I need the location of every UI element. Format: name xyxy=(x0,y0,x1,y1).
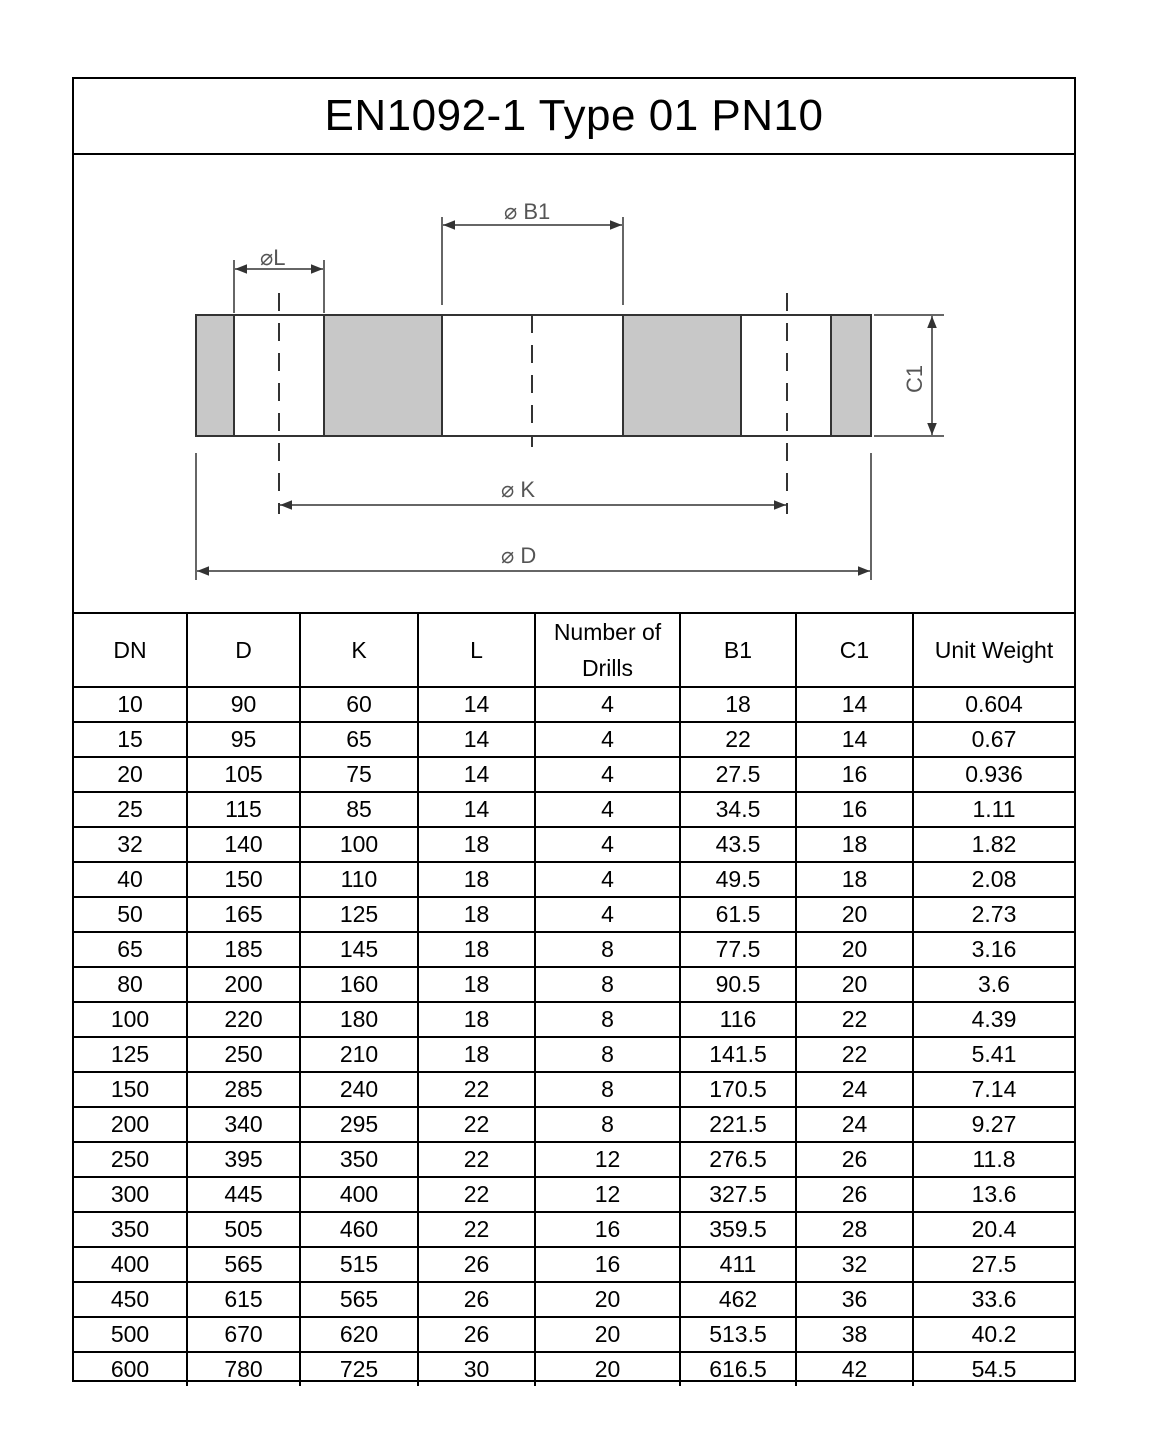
cell-c1: 14 xyxy=(796,687,913,722)
table-row xyxy=(74,932,1074,967)
cell-k: 125 xyxy=(300,897,418,932)
label-k: ⌀ K xyxy=(501,477,536,502)
cell-d: 150 xyxy=(187,862,300,897)
cell-dn: 250 xyxy=(74,1142,187,1177)
flange-section-right-inner xyxy=(623,315,741,436)
header-c1: C1 xyxy=(796,614,913,687)
flange-section-left-inner xyxy=(324,315,442,436)
cell-dn: 500 xyxy=(74,1317,187,1352)
cell-dn: 350 xyxy=(74,1212,187,1247)
header-dn: DN xyxy=(74,614,187,687)
table-row xyxy=(74,1072,1074,1107)
cell-k: 460 xyxy=(300,1212,418,1247)
cell-c1: 16 xyxy=(796,792,913,827)
cell-d: 340 xyxy=(187,1107,300,1142)
cell-unit-weight: 54.5 xyxy=(913,1352,1074,1386)
cell-d: 670 xyxy=(187,1317,300,1352)
table-row xyxy=(74,792,1074,827)
table-row xyxy=(74,1247,1074,1282)
cell-l: 14 xyxy=(418,757,535,792)
cell-dn: 150 xyxy=(74,1072,187,1107)
cell-k: 295 xyxy=(300,1107,418,1142)
cell-k: 400 xyxy=(300,1177,418,1212)
cell-number-of-drills: 20 xyxy=(535,1352,680,1386)
cell-l: 14 xyxy=(418,722,535,757)
cell-unit-weight: 2.08 xyxy=(913,862,1074,897)
cell-c1: 38 xyxy=(796,1317,913,1352)
cell-dn: 15 xyxy=(74,722,187,757)
cell-dn: 10 xyxy=(74,687,187,722)
table-row xyxy=(74,827,1074,862)
cell-number-of-drills: 20 xyxy=(535,1282,680,1317)
cell-k: 210 xyxy=(300,1037,418,1072)
cell-number-of-drills: 8 xyxy=(535,1002,680,1037)
table-row xyxy=(74,1142,1074,1177)
cell-number-of-drills: 4 xyxy=(535,687,680,722)
cell-dn: 80 xyxy=(74,967,187,1002)
cell-unit-weight: 0.936 xyxy=(913,757,1074,792)
cell-k: 160 xyxy=(300,967,418,1002)
cell-c1: 18 xyxy=(796,862,913,897)
cell-k: 620 xyxy=(300,1317,418,1352)
cell-l: 22 xyxy=(418,1072,535,1107)
cell-d: 140 xyxy=(187,827,300,862)
cell-c1: 42 xyxy=(796,1352,913,1386)
cell-l: 18 xyxy=(418,1037,535,1072)
cell-unit-weight: 3.6 xyxy=(913,967,1074,1002)
cell-number-of-drills: 16 xyxy=(535,1212,680,1247)
flange-section-left-outer xyxy=(196,315,234,436)
cell-number-of-drills: 4 xyxy=(535,722,680,757)
cell-b1: 221.5 xyxy=(680,1107,796,1142)
cell-b1: 43.5 xyxy=(680,827,796,862)
dimension-table-wrapper xyxy=(74,614,1074,1386)
cell-c1: 28 xyxy=(796,1212,913,1247)
flange-section-right-outer xyxy=(831,315,871,436)
cell-d: 285 xyxy=(187,1072,300,1107)
cell-dn: 450 xyxy=(74,1282,187,1317)
cell-number-of-drills: 4 xyxy=(535,862,680,897)
table-header-row xyxy=(74,614,1074,687)
cell-dn: 32 xyxy=(74,827,187,862)
table-row xyxy=(74,897,1074,932)
cell-unit-weight: 13.6 xyxy=(913,1177,1074,1212)
cell-d: 185 xyxy=(187,932,300,967)
cell-b1: 27.5 xyxy=(680,757,796,792)
cell-b1: 61.5 xyxy=(680,897,796,932)
label-l: ⌀L xyxy=(260,245,286,270)
cell-d: 505 xyxy=(187,1212,300,1247)
cell-b1: 90.5 xyxy=(680,967,796,1002)
cell-c1: 16 xyxy=(796,757,913,792)
header-b1: B1 xyxy=(680,614,796,687)
cell-l: 30 xyxy=(418,1352,535,1386)
cell-l: 18 xyxy=(418,1002,535,1037)
label-c1: C1 xyxy=(902,364,927,393)
cell-b1: 77.5 xyxy=(680,932,796,967)
cell-unit-weight: 11.8 xyxy=(913,1142,1074,1177)
cell-unit-weight: 0.604 xyxy=(913,687,1074,722)
cell-unit-weight: 5.41 xyxy=(913,1037,1074,1072)
flange-cross-section-drawing xyxy=(74,155,1074,612)
cell-c1: 22 xyxy=(796,1037,913,1072)
cell-c1: 20 xyxy=(796,967,913,1002)
flange-body xyxy=(196,315,871,436)
cell-l: 18 xyxy=(418,967,535,1002)
cell-k: 65 xyxy=(300,722,418,757)
header-number-of-drills: Number of Drills xyxy=(535,614,680,687)
cell-c1: 26 xyxy=(796,1142,913,1177)
cell-k: 60 xyxy=(300,687,418,722)
cell-b1: 170.5 xyxy=(680,1072,796,1107)
sheet-title: EN1092-1 Type 01 PN10 xyxy=(74,79,1074,155)
table-row xyxy=(74,1002,1074,1037)
cell-k: 85 xyxy=(300,792,418,827)
cell-unit-weight: 1.11 xyxy=(913,792,1074,827)
cell-b1: 411 xyxy=(680,1247,796,1282)
cell-number-of-drills: 8 xyxy=(535,1037,680,1072)
cell-number-of-drills: 8 xyxy=(535,1107,680,1142)
table-row xyxy=(74,1282,1074,1317)
table-row xyxy=(74,687,1074,722)
cell-d: 105 xyxy=(187,757,300,792)
cell-c1: 20 xyxy=(796,897,913,932)
cell-d: 220 xyxy=(187,1002,300,1037)
cell-c1: 22 xyxy=(796,1002,913,1037)
header-l: L xyxy=(418,614,535,687)
cell-l: 26 xyxy=(418,1317,535,1352)
cell-d: 115 xyxy=(187,792,300,827)
cell-number-of-drills: 4 xyxy=(535,827,680,862)
cell-d: 200 xyxy=(187,967,300,1002)
cell-k: 110 xyxy=(300,862,418,897)
table-row xyxy=(74,1212,1074,1247)
table-row xyxy=(74,862,1074,897)
cell-dn: 300 xyxy=(74,1177,187,1212)
cell-number-of-drills: 8 xyxy=(535,932,680,967)
cell-l: 18 xyxy=(418,932,535,967)
table-row xyxy=(74,722,1074,757)
cell-l: 18 xyxy=(418,827,535,862)
cell-dn: 600 xyxy=(74,1352,187,1386)
cell-unit-weight: 4.39 xyxy=(913,1002,1074,1037)
cell-l: 22 xyxy=(418,1142,535,1177)
cell-dn: 50 xyxy=(74,897,187,932)
flange-drawing-panel xyxy=(74,155,1074,614)
cell-b1: 327.5 xyxy=(680,1177,796,1212)
cell-l: 26 xyxy=(418,1282,535,1317)
cell-k: 240 xyxy=(300,1072,418,1107)
header-d: D xyxy=(187,614,300,687)
cell-l: 14 xyxy=(418,687,535,722)
cell-l: 22 xyxy=(418,1177,535,1212)
table-row xyxy=(74,1352,1074,1386)
cell-b1: 616.5 xyxy=(680,1352,796,1386)
cell-d: 395 xyxy=(187,1142,300,1177)
cell-d: 445 xyxy=(187,1177,300,1212)
cell-unit-weight: 1.82 xyxy=(913,827,1074,862)
table-row xyxy=(74,967,1074,1002)
cell-b1: 359.5 xyxy=(680,1212,796,1247)
cell-unit-weight: 20.4 xyxy=(913,1212,1074,1247)
cell-c1: 14 xyxy=(796,722,913,757)
cell-d: 95 xyxy=(187,722,300,757)
cell-k: 565 xyxy=(300,1282,418,1317)
cell-l: 22 xyxy=(418,1107,535,1142)
cell-unit-weight: 27.5 xyxy=(913,1247,1074,1282)
cell-dn: 400 xyxy=(74,1247,187,1282)
cell-unit-weight: 0.67 xyxy=(913,722,1074,757)
cell-number-of-drills: 16 xyxy=(535,1247,680,1282)
cell-number-of-drills: 8 xyxy=(535,1072,680,1107)
label-d: ⌀ D xyxy=(501,543,537,568)
cell-d: 780 xyxy=(187,1352,300,1386)
table-body xyxy=(74,687,1074,1386)
cell-l: 14 xyxy=(418,792,535,827)
cell-c1: 36 xyxy=(796,1282,913,1317)
cell-c1: 32 xyxy=(796,1247,913,1282)
dimension-table xyxy=(74,614,1074,1386)
cell-unit-weight: 40.2 xyxy=(913,1317,1074,1352)
cell-b1: 513.5 xyxy=(680,1317,796,1352)
table-row xyxy=(74,757,1074,792)
cell-b1: 18 xyxy=(680,687,796,722)
cell-unit-weight: 9.27 xyxy=(913,1107,1074,1142)
label-b1: ⌀ B1 xyxy=(504,199,551,224)
cell-number-of-drills: 12 xyxy=(535,1177,680,1212)
table-row xyxy=(74,1107,1074,1142)
cell-dn: 100 xyxy=(74,1002,187,1037)
cell-d: 565 xyxy=(187,1247,300,1282)
cell-l: 22 xyxy=(418,1212,535,1247)
cell-k: 145 xyxy=(300,932,418,967)
cell-number-of-drills: 4 xyxy=(535,792,680,827)
cell-dn: 65 xyxy=(74,932,187,967)
header-unit-weight: Unit Weight xyxy=(913,614,1074,687)
cell-unit-weight: 33.6 xyxy=(913,1282,1074,1317)
cell-c1: 20 xyxy=(796,932,913,967)
cell-b1: 49.5 xyxy=(680,862,796,897)
cell-dn: 200 xyxy=(74,1107,187,1142)
cell-b1: 116 xyxy=(680,1002,796,1037)
cell-l: 26 xyxy=(418,1247,535,1282)
cell-b1: 276.5 xyxy=(680,1142,796,1177)
cell-d: 90 xyxy=(187,687,300,722)
cell-number-of-drills: 12 xyxy=(535,1142,680,1177)
cell-l: 18 xyxy=(418,862,535,897)
cell-dn: 40 xyxy=(74,862,187,897)
cell-b1: 34.5 xyxy=(680,792,796,827)
cell-d: 250 xyxy=(187,1037,300,1072)
cell-dn: 20 xyxy=(74,757,187,792)
cell-unit-weight: 7.14 xyxy=(913,1072,1074,1107)
cell-number-of-drills: 8 xyxy=(535,967,680,1002)
cell-unit-weight: 3.16 xyxy=(913,932,1074,967)
cell-c1: 24 xyxy=(796,1107,913,1142)
cell-b1: 22 xyxy=(680,722,796,757)
cell-d: 615 xyxy=(187,1282,300,1317)
cell-dn: 25 xyxy=(74,792,187,827)
cell-c1: 18 xyxy=(796,827,913,862)
table-row xyxy=(74,1317,1074,1352)
cell-unit-weight: 2.73 xyxy=(913,897,1074,932)
cell-dn: 125 xyxy=(74,1037,187,1072)
cell-d: 165 xyxy=(187,897,300,932)
table-row xyxy=(74,1177,1074,1212)
cell-k: 515 xyxy=(300,1247,418,1282)
header-k: K xyxy=(300,614,418,687)
cell-number-of-drills: 20 xyxy=(535,1317,680,1352)
cell-k: 75 xyxy=(300,757,418,792)
cell-b1: 141.5 xyxy=(680,1037,796,1072)
cell-c1: 24 xyxy=(796,1072,913,1107)
cell-b1: 462 xyxy=(680,1282,796,1317)
cell-number-of-drills: 4 xyxy=(535,897,680,932)
cell-l: 18 xyxy=(418,897,535,932)
cell-k: 180 xyxy=(300,1002,418,1037)
cell-k: 350 xyxy=(300,1142,418,1177)
table-row xyxy=(74,1037,1074,1072)
flange-spec-sheet xyxy=(72,77,1076,1382)
cell-k: 100 xyxy=(300,827,418,862)
cell-c1: 26 xyxy=(796,1177,913,1212)
cell-k: 725 xyxy=(300,1352,418,1386)
cell-number-of-drills: 4 xyxy=(535,757,680,792)
